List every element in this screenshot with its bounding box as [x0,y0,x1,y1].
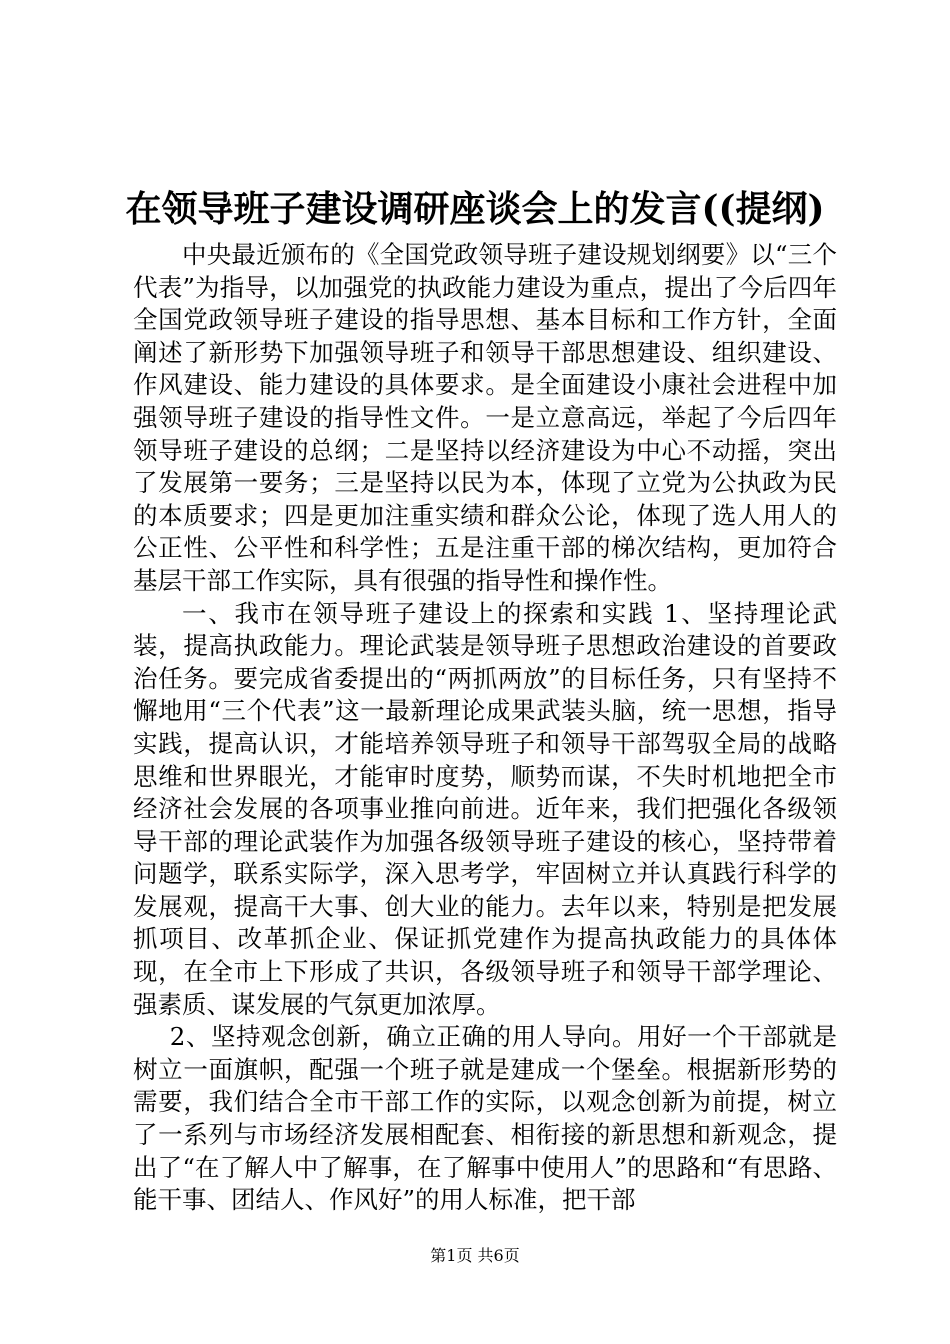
page-title: 在领导班子建设调研座谈会上的发言((提纲) [125,188,825,230]
paragraph-point-two: 2、坚持观念创新，确立正确的用人导向。用好一个干部就是树立一面旗帜，配强一个班子就是建成一个堡垒。根据新形势的需要，我们结合全市干部工作的实际，以观念创新为前提，树立了一系列与市场经济发展相配套、相衔接的新思想和新观念，提出了“在了解人中了解事，在了解事中使用人”的思路和“有思路、能干事、团结人、作风好”的用人标准，把干部 [133,1022,837,1215]
paragraph-intro: 中央最近颁布的《全国党政领导班子建设规划纲要》以“三个代表”为指导，以加强党的执政能力建设为重点，提出了今后四年全国党政领导班子建设的指导思想、基本目标和工作方针，全面阐述了新形势下加强领导班子和领导干部思想建设、组织建设、作风建设、能力建设的具体要求。是全面建设小康社会进程中加强领导班子建设的指导性文件。一是立意高远，举起了今后四年领导班子建设的总纲；二是坚持以经济建设为中心不动摇，突出了发展第一要务；三是坚持以民为本，体现了立党为公执政为民的本质要求；四是更加注重实绩和群众公论，体现了选人用人的公正性、公平性和科学性；五是注重干部的梯次结构，更加符合基层干部工作实际，具有很强的指导性和操作性。 [133,240,837,595]
document-body [133,239,837,1217]
page-number: 第1页 共6页 [430,1246,520,1265]
paragraph-section-one: 一、我市在领导班子建设上的探索和实践 1、坚持理论武装，提高执政能力。理论武装是领导班子思想政治建设的首要政治任务。要完成省委提出的“两抓两放”的目标任务，只有坚持不懈地用“三个代表”这一最新理论成果武装头脑，统一思想，指导实践，提高认识，才能培养领导班子和领导干部驾驭全局的战略思维和世界眼光，才能审时度势，顺势而谋，不失时机地把全市经济社会发展的各项事业推向前进。近年来，我们把强化各级领导干部的理论武装作为加强各级领导班子建设的核心，坚持带着问题学，联系实际学，深入思考学，牢固树立并认真践行科学的发展观，提高干大事、创大业的能力。去年以来，特别是把发展抓项目、改革抓企业、保证抓党建作为提高执政能力的具体体现，在全市上下形成了共识，各级领导班子和领导干部学理论、强素质、谋发展的气氛更加浓厚。 [133,598,837,1019]
page-footer [0,1245,950,1267]
